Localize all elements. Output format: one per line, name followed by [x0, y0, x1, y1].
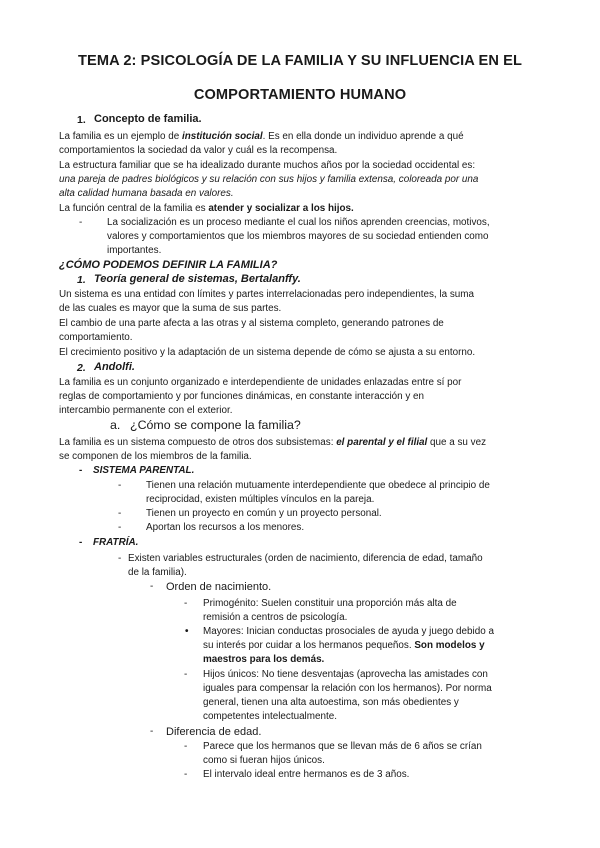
text-run: su interés por cuidar a los hermanos pequeños. [203, 640, 415, 651]
paragraph-line [59, 437, 486, 449]
subsection-heading: ¿Cómo se compone la familia? [130, 418, 301, 432]
paragraph-line: La estructura familiar que se ha idealizado durante muchos años por la sociedad occidental es: [59, 160, 476, 171]
list-item-line: Existen variables estructurales (orden de nacimiento, diferencia de edad, tamaño [128, 553, 483, 564]
list-item-line: remisión a centros de psicología. [203, 612, 348, 623]
subsection-number: 2. [77, 362, 86, 374]
list-item-line: Orden de nacimiento. [166, 581, 272, 593]
list-dash: - [184, 669, 188, 680]
subsection-heading: Teoría general de sistemas, Bertalanffy. [94, 273, 301, 285]
paragraph-line: alta calidad humana basada en valores. [59, 188, 234, 199]
subsection-number: 1. [77, 274, 86, 286]
list-heading: SISTEMA PARENTAL. [93, 465, 195, 476]
paragraph-line: comportamientos la sociedad da valor y cuál es la recompensa. [59, 145, 338, 156]
list-item-line: reciprocidad, existen múltiples vínculos en la pareja. [146, 494, 375, 505]
list-item-line: El intervalo ideal entre hermanos es de 3 años. [203, 769, 410, 780]
list-item-line: La socialización es un proceso mediante el cual los niños aprenden creencias, motivos, [107, 217, 490, 228]
subsection-heading: ¿CÓMO PODEMOS DEFINIR LA FAMILIA? [59, 259, 278, 271]
text-run: La familia es un ejemplo de [59, 131, 182, 142]
paragraph-line: se componen de los miembros de la familia. [59, 451, 252, 462]
list-heading: FRATRÍA. [93, 537, 139, 548]
list-dash: - [79, 217, 83, 228]
section-heading: Concepto de familia. [94, 113, 202, 125]
text-run: . Es en ella donde un individuo aprende a qué [262, 131, 464, 142]
list-item-line: importantes. [107, 245, 162, 256]
list-dash: - [150, 581, 154, 592]
paragraph-line: intercambio permanente con el exterior. [59, 405, 233, 416]
subsection-heading: Andolfi. [94, 361, 135, 373]
paragraph-line: El cambio de una parte afecta a las otras y al sistema completo, generando patrones de [59, 318, 444, 329]
paragraph-line: reglas de comportamiento y por funciones dinámicas, en constante interacción y en [59, 391, 425, 402]
list-item-line: competentes intelectualmente. [203, 711, 337, 722]
paragraph-line: una pareja de padres biológicos y su relación con sus hijos y familia extensa, coloreada por una [59, 174, 479, 185]
list-item-line: general, tienen una alta autoestima, son más obedientes y [203, 697, 459, 708]
text-run: que a su vez [427, 437, 487, 448]
emphasis-text: el parental y el filial [336, 437, 428, 448]
text-run: La función central de la familia es [59, 203, 209, 214]
list-dash: - [118, 522, 122, 533]
section-number: 1. [77, 114, 86, 126]
list-item-line: de la familia). [128, 567, 187, 578]
list-item-line: Mayores: Inician conductas prosociales de ayuda y juego debido a [203, 626, 494, 637]
list-dash: - [118, 508, 122, 519]
list-dash: - [79, 537, 83, 548]
document-title-line-1: TEMA 2: PSICOLOGÍA DE LA FAMILIA Y SU INFLUENCIA EN EL [77, 53, 523, 69]
list-item-line: Primogénito: Suelen constituir una proporción más alta de [203, 598, 457, 609]
text-run: La familia es un sistema compuesto de otros dos subsistemas: [59, 437, 337, 448]
list-bullet: • [185, 626, 189, 637]
list-dash: - [184, 769, 188, 780]
list-dash: - [79, 465, 83, 476]
paragraph-line: de las cuales es mayor que la suma de sus partes. [59, 303, 282, 314]
paragraph-line: Un sistema es una entidad con límites y partes interrelacionadas pero independientes, la suma [59, 289, 474, 300]
list-item-line: Parece que los hermanos que se llevan más de 6 años se crían [203, 741, 482, 752]
list-dash: - [118, 480, 122, 491]
list-item-line: valores y comportamientos que los miembros mayores de su sociedad entienden como [107, 231, 489, 242]
list-dash: - [118, 553, 122, 564]
list-item-line: como si fueran hijos únicos. [203, 755, 325, 766]
list-item-line [203, 640, 485, 652]
list-item-line: Tienen una relación mutuamente interdependiente que obedece al principio de [146, 480, 490, 491]
list-item-line: maestros para los demás. [203, 654, 325, 665]
list-dash: - [184, 598, 188, 609]
paragraph-line [59, 203, 354, 215]
list-item-line: Aportan los recursos a los menores. [146, 522, 305, 533]
paragraph-line: La familia es un conjunto organizado e interdependiente de unidades enlazadas entre sí por [59, 377, 462, 388]
list-item-line: iguales para compensar la relación con los hermanos). Por norma [203, 683, 492, 694]
list-item-line: Diferencia de edad. [166, 726, 262, 738]
paragraph-line: comportamiento. [59, 332, 133, 343]
subsection-letter: a. [110, 418, 121, 432]
emphasis-text: institución social [181, 131, 263, 142]
list-item-line: Tienen un proyecto en común y un proyecto personal. [146, 508, 382, 519]
paragraph-line: El crecimiento positivo y la adaptación de un sistema depende de cómo se ajusta a su entorno. [59, 347, 476, 358]
emphasis-text: Son modelos y [414, 640, 485, 651]
document-title-line-2: COMPORTAMIENTO HUMANO [193, 87, 407, 103]
paragraph-line [59, 131, 464, 143]
list-item-line: Hijos únicos: No tiene desventajas (aprovecha las amistades con [203, 669, 488, 680]
emphasis-text: atender y socializar a los hijos. [208, 203, 354, 214]
list-dash: - [184, 741, 188, 752]
list-dash: - [150, 726, 154, 737]
